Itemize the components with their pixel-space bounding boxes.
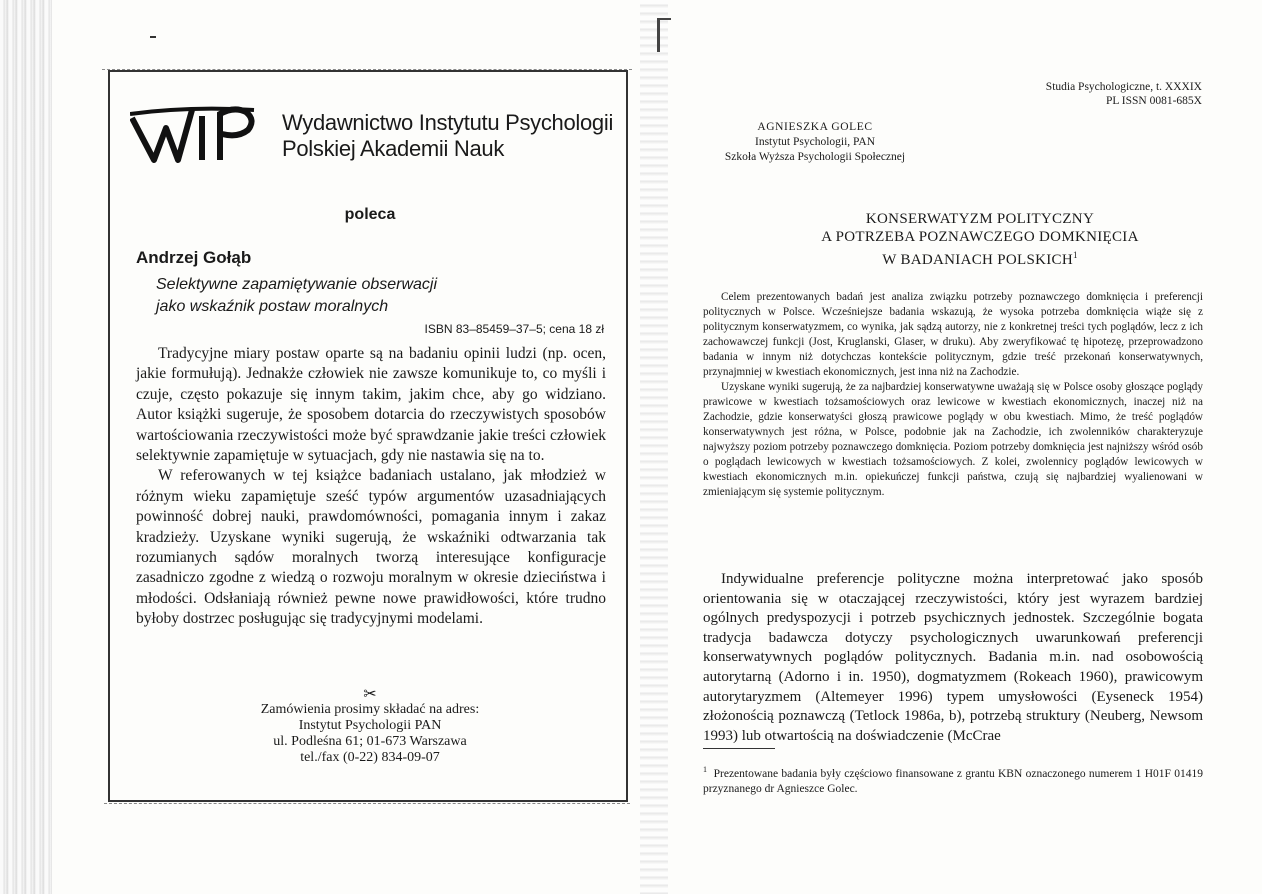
book-title: Selektywne zapamiętywanie obserwacji jako wskaźnik postaw moralnych <box>156 276 438 315</box>
article-author-block <box>700 120 930 165</box>
publisher-name: Wydawnictwo Instytutu Psychologii Polskiej Akademii Nauk <box>282 110 614 161</box>
abstract-paragraph: Celem prezentowanych badań jest analiza związku potrzeby poznawczego domknięcia i preferencji politycznych w Polsce. Wcześniejsze badania wskazują, że wysoka potrzeba domknięcia wiąże się z politycznym konserwatyzmem, co wynika, jak sądzą autorzy, nie z konkretnej treści tych poglądów, lecz z ich zachowawczej funkcji (Jost, Kruglanski, Glaser, w druku). Aby zweryfikować tę hipotezę, przeprowadzono badania w innym niż dotychczas kontekście politycznym, gdzie treść przekonań konserwatywnych, przynajmniej w kwestiach ekonomicznych, jest inna niż na Zachodzie. <box>703 291 1203 378</box>
recommends-label: poleca <box>344 206 396 223</box>
scan-edge <box>0 0 52 894</box>
article-title: KONSERWATYZM POLITYCZNY A POTRZEBA POZNAWCZEGO DOMKNIĘCIA W BADANIACH POLSKICH$^1$ <box>821 211 1139 268</box>
scan-speck <box>150 36 156 38</box>
footnote-divider <box>703 748 775 749</box>
spine-mark <box>657 18 671 20</box>
order-address: Zamówienia prosimy składać na adres: Instytut Psychologii PAN ul. Podleśna 61; 01-673 Warszawa tel./fax (0-22) 834-09-07 <box>260 702 480 765</box>
book-author: Andrzej Gołąb <box>136 248 252 267</box>
affiliation: Instytut Psychologii, PAN <box>754 136 876 148</box>
scissors-icon: ✂ <box>363 686 377 703</box>
description-paragraph: W referowanych w tej książce badaniach ustalano, jak młodzież w różnym wieku zapamiętuje sześć typów argumentów uzasadniających powinność dobrej nauki, prawdomówności, pomagania innym i zakaz kradzieży. Uzyskane wyniki sugerują, że wskaźniki odtwarzania tak rozumianych sądów moralnych tworzą interesujące konfiguracje zasadniczo zgodne z wiedzą o rozwoju moralnym w okresie dzieciństwa i młodości. Odsłaniają również pewne nowe prawidłowości, które trudno byłoby dostrzec posługując się tradycyjnymi modelami. <box>136 467 606 628</box>
footnote-text: Prezentowane badania były częściowo finansowane z grantu KBN oznaczonego numerem 1 H01F 01419 przyznanego dr Agnieszce Golec. <box>703 767 1203 795</box>
abstract-paragraph: Uzyskane wyniki sugerują, że za najbardziej konserwatywne uważają się w Polsce osoby głoszące poglądy prawicowe w kwestiach tożsamościowych oraz lewicowe w kwestiach ekonomicznych, inaczej niż na Zachodzie, gdzie konserwatyści głoszą prawicowe poglądy w obu kwestiach. Mimo, że treść poglądów konserwatywnych jest różna, w Polsce, podobnie jak na Zachodzie, ich zwolenników charakteryzuje najwyższy poziom potrzeby poznawczego domknięcia. Poziom potrzeby domknięcia jest najniższy wśród osób o poglądach lewicowych w kwestiach tożsamościowych. Z kolei, zwolennicy poglądów lewicowych w kwestiach ekonomicznych m.in. opiekuńczej funkcji państwa, czują się najbardziej wyalienowani w zmieniającym się systemie politycznym. <box>703 381 1203 498</box>
footnote-mark: 1 <box>703 765 707 774</box>
book-advertisement <box>108 70 628 802</box>
book-spine <box>640 0 668 894</box>
wip-publisher-logo <box>130 104 258 164</box>
description-paragraph: Tradycyjne miary postaw oparte są na badaniu opinii ludzi (np. ocen, jakie formułują). Jednakże człowiek nie zawsze komunikuje to, co myśli i czuje, często pokazuje się innym takim, jakim chce, aby go widziano. Autor książki sugeruje, że sposobem dotarcia do rzeczywistych sposobów wartościowania rzeczywistości może być sprawdzanie jakie treści człowiek selektywnie zapamiętuje w sytuacjach, gdy nie nastawia się na to. <box>136 345 606 465</box>
spine-mark <box>657 18 660 52</box>
affiliation: Szkoła Wyższa Psychologii Społecznej <box>724 151 906 163</box>
journal-header: Studia Psychologiczne, t. XXXIX PL ISSN 0081-685X <box>1045 81 1202 107</box>
article-abstract <box>703 290 1203 500</box>
footnote <box>703 762 1203 797</box>
isbn-price: ISBN 83–85459–37–5; cena 18 zł <box>424 322 604 336</box>
article-author: AGNIESZKA GOLEC <box>757 121 873 133</box>
article-body <box>703 570 1203 746</box>
title-footnote-mark: 1 <box>1072 250 1078 260</box>
body-paragraph: Indywidualne preferencje polityczne można interpretować jako sposób orientowania się w otaczającej rzeczywistości, który jest wyrazem bardziej ogólnych predyspozycji i potrzeb psychicznych jednostek. Szczególnie bogata tradycja badawcza dotyczy psychologicznych uwarunkowań preferencji konserwatywnych poglądów politycznych. Badania m.in. nad osobowością autorytarną (Adorno i in. 1950), dogmatyzmem (Rokeach 1960), prawicowym autorytaryzmem (Altemeyer 1996) typem umysłowości (Eyseneck 1954) złożonością poznawczą (Tetlock 1986a, b), potrzebą struktury (Neuberg, Newsom 1993) lub otwartością na doświadczenie (McCrae <box>703 571 1203 744</box>
book-description <box>136 344 606 630</box>
